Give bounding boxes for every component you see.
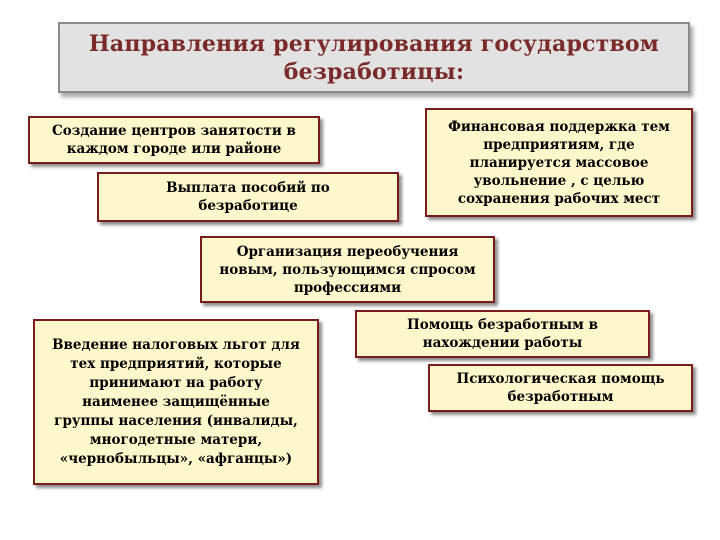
box-employment-centers-text: Создание центров занятости в каждом городе или районе	[52, 123, 296, 157]
box-job-search-help	[355, 310, 650, 358]
box-tax-benefits	[33, 319, 319, 485]
box-psychological-help	[428, 364, 693, 412]
box-psychological-help-text: Психологическая помощь безработным	[456, 371, 665, 405]
box-retraining	[200, 236, 495, 303]
box-employment-centers	[28, 116, 320, 164]
box-job-search-help-text: Помощь безработным в нахождении работы	[407, 317, 598, 351]
title-box	[58, 22, 690, 93]
box-retraining-text: Организация переобучения новым, пользующимся спросом профессиями	[219, 243, 476, 296]
box-financial-support-text: Финансовая поддержка тем предприятиям, где планируется массовое увольнение , с целью сохранения рабочих мест	[448, 118, 670, 207]
box-financial-support	[425, 108, 693, 217]
box-unemployment-benefits	[97, 172, 399, 222]
box-unemployment-benefits-text: Выплата пособий по безработице	[166, 180, 330, 214]
page-title: Направления регулирования государством безработицы:	[88, 30, 660, 85]
box-tax-benefits-text: Введение налоговых льгот для тех предприятий, которые принимают на работу наименее защищённые группы населения (инвалиды, многодетные матери, «чернобыльцы», «афганцы»)	[52, 336, 300, 467]
